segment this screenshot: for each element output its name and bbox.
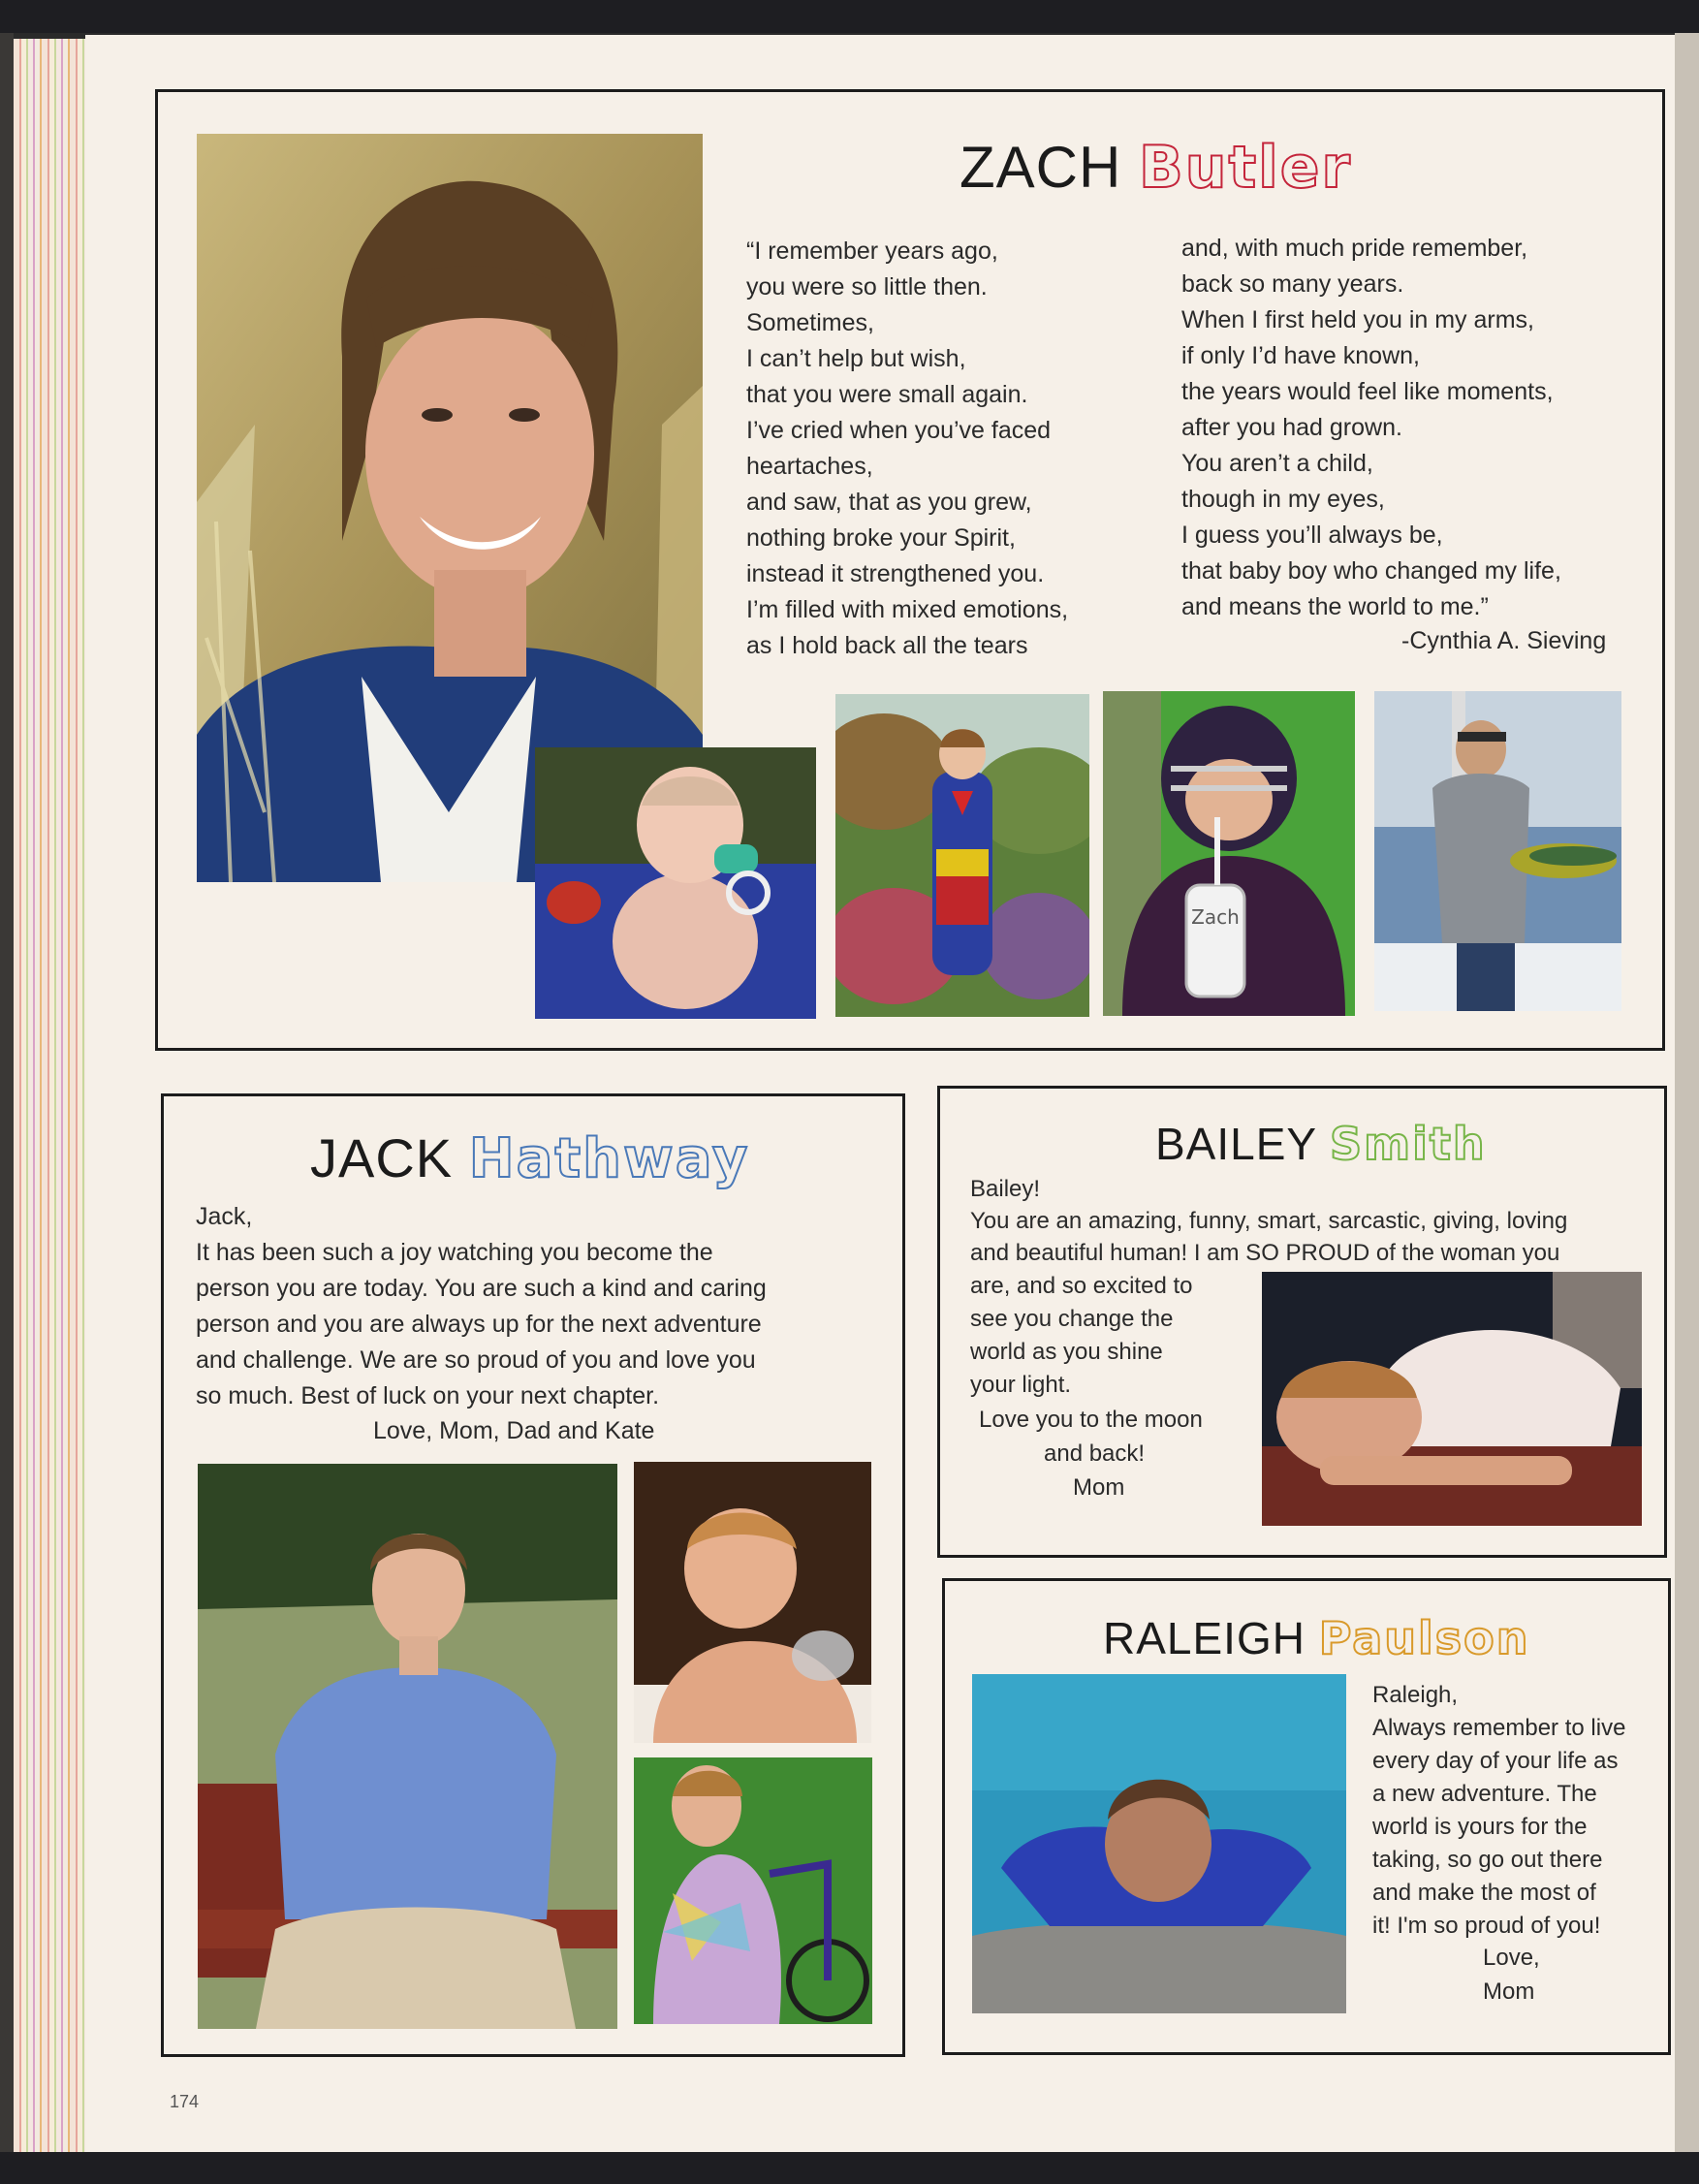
text-line: Jack, [196, 1203, 253, 1230]
book-binding [0, 33, 14, 2152]
text-line: that baby boy who changed my life, [1181, 557, 1561, 585]
zach-poem-left [746, 234, 1068, 664]
text-line: Raleigh, [1372, 1682, 1459, 1708]
text-line: and, with much pride remember, [1181, 235, 1528, 262]
zach-attribution: -Cynthia A. Sieving [1401, 627, 1607, 654]
text-line: and back! [1044, 1440, 1146, 1467]
bailey-message-continued [970, 1270, 1192, 1402]
text-line: and challenge. We are so proud of you and love you [196, 1346, 756, 1374]
top-shadow [0, 0, 1699, 33]
text-line: I’ve cried when you’ve faced [746, 417, 1052, 444]
text-line: nothing broke your Spirit, [746, 524, 1016, 552]
raleigh-closing [1483, 1941, 1540, 2009]
text-line: It has been such a joy watching you become the [196, 1239, 713, 1266]
text-line: back so many years. [1181, 270, 1404, 298]
text-line: after you had grown. [1181, 414, 1402, 441]
text-line: Mom [1483, 1978, 1535, 2005]
jack-first-name: JACK [310, 1127, 454, 1188]
zach-football-photo [1103, 691, 1355, 1016]
text-line: see you change the [970, 1306, 1174, 1332]
text-line: Love you to the moon [979, 1407, 1203, 1433]
jack-signoff: Love, Mom, Dad and Kate [373, 1417, 655, 1444]
text-line: world is yours for the [1372, 1814, 1588, 1840]
text-line: so much. Best of luck on your next chapter. [196, 1382, 660, 1409]
text-line: When I first held you in my arms, [1181, 306, 1535, 333]
zach-first-name: ZACH [960, 135, 1122, 200]
text-line: I’m filled with mixed emotions, [746, 596, 1069, 623]
zach-fishing-photo [1374, 691, 1621, 1011]
text-line: your light. [970, 1372, 1072, 1398]
text-line: You aren’t a child, [1181, 450, 1373, 477]
text-line: Bailey! [970, 1176, 1041, 1202]
jack-bike-photo [634, 1757, 872, 2024]
text-line: Sometimes, [746, 309, 874, 336]
bailey-first-name: BAILEY [1155, 1119, 1317, 1169]
text-line: and saw, that as you grew, [746, 489, 1032, 516]
text-line: the years would feel like moments, [1181, 378, 1554, 405]
text-line: world as you shine [970, 1339, 1163, 1365]
text-line: a new adventure. The [1372, 1781, 1597, 1807]
zach-last-name: Butler [1139, 134, 1352, 202]
text-line: taking, so go out there [1372, 1847, 1603, 1873]
text-line: are, and so excited to [970, 1273, 1193, 1299]
text-line: person you are today. You are such a kind and caring [196, 1275, 767, 1302]
page-number: 174 [170, 2092, 200, 2111]
bailey-baby-photo [1262, 1272, 1642, 1526]
text-line: if only I’d have known, [1181, 342, 1420, 369]
zach-bottle-label: Zach [1191, 905, 1240, 929]
bailey-title [1155, 1118, 1487, 1170]
text-line: as I hold back all the tears [746, 632, 1028, 659]
text-line: and means the world to me.” [1181, 593, 1489, 620]
text-line: you were so little then. [746, 273, 988, 301]
text-line: Always remember to live [1372, 1715, 1626, 1741]
text-line: every day of your life as [1372, 1748, 1619, 1774]
zach-title [960, 134, 1352, 202]
bailey-message [970, 1173, 1567, 1269]
raleigh-title [1103, 1612, 1530, 1664]
zach-poem-right [1181, 231, 1561, 625]
text-line: though in my eyes, [1181, 486, 1385, 513]
text-line: I can’t help but wish, [746, 345, 966, 372]
raleigh-message [1372, 1679, 1625, 1943]
raleigh-first-name: RALEIGH [1103, 1613, 1306, 1663]
text-line: Love, [1483, 1945, 1540, 1971]
jack-senior-portrait [198, 1464, 617, 2029]
text-line: “I remember years ago, [746, 237, 998, 265]
bottom-shadow [0, 2152, 1699, 2184]
text-line: person and you are always up for the next adventure [196, 1311, 762, 1338]
text-line: instead it strengthened you. [746, 560, 1045, 587]
bailey-last-name: Smith [1330, 1118, 1487, 1170]
jack-toddler-photo [634, 1462, 871, 1743]
page-right-edge [1675, 33, 1699, 2152]
text-line: Mom [1073, 1474, 1125, 1501]
zach-superman-photo [835, 694, 1089, 1017]
bailey-closing [979, 1403, 1221, 1504]
jack-message [196, 1199, 767, 1414]
text-line: it! I'm so proud of you! [1372, 1913, 1601, 1939]
jack-title [310, 1126, 749, 1190]
text-line: that you were small again. [746, 381, 1028, 408]
text-line: heartaches, [746, 453, 873, 480]
text-line: You are an amazing, funny, smart, sarcastic, giving, loving [970, 1208, 1568, 1234]
text-line: and beautiful human! I am SO PROUD of the woman you [970, 1240, 1560, 1266]
zach-baby-photo [535, 747, 816, 1019]
raleigh-last-name: Paulson [1318, 1612, 1530, 1664]
jack-last-name: Hathway [468, 1127, 750, 1190]
raleigh-lake-photo [972, 1674, 1346, 2013]
text-line: I guess you’ll always be, [1181, 522, 1443, 549]
text-line: and make the most of [1372, 1880, 1596, 1906]
